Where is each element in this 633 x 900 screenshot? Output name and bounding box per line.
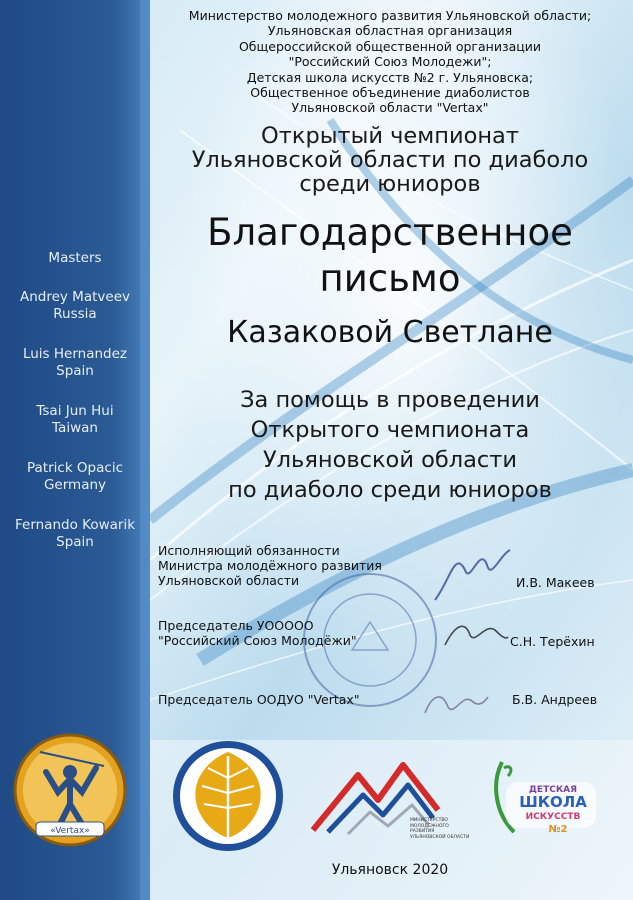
school-logo-line: ШКОЛА bbox=[519, 793, 587, 811]
championship-title bbox=[150, 124, 630, 196]
reason-line: по диаболо среди юниоров bbox=[228, 477, 552, 503]
signature-andreev-icon bbox=[420, 683, 490, 723]
master-name: Fernando Kowarik bbox=[14, 517, 136, 533]
master-country: Spain bbox=[56, 363, 94, 379]
master-item bbox=[0, 289, 150, 323]
school-logo-line: №2 bbox=[548, 824, 568, 835]
signature-terekhin-icon bbox=[440, 615, 510, 655]
school-logo-line: ИСКУССТВ bbox=[525, 812, 581, 822]
championship-line: Ульяновской области по диаболо bbox=[191, 147, 589, 173]
letter-title-line: письмо bbox=[319, 257, 461, 300]
signatory-andreev: Б.В. Андреев bbox=[512, 692, 598, 707]
role-line: Председатель ООДУО "Vertax" bbox=[158, 692, 360, 707]
organizer-line: "Российский Союз Молодежи"; bbox=[288, 54, 492, 70]
reason-line: Ульяновской области bbox=[262, 447, 518, 473]
organizer-line: Министерство молодежного развития Ульяновской области; bbox=[188, 8, 592, 23]
signatory-terekhin: С.Н. Терёхин bbox=[510, 634, 595, 649]
master-country: Germany bbox=[43, 477, 107, 493]
master-item bbox=[0, 517, 150, 551]
letter-title bbox=[150, 210, 630, 302]
master-item bbox=[0, 403, 150, 437]
role-line: Председатель УООООО bbox=[158, 618, 314, 633]
school-logo-line: ДЕТСКАЯ bbox=[528, 785, 578, 795]
recipient-name: Казаковой Светлане bbox=[227, 315, 553, 350]
master-name: Luis Hernandez bbox=[22, 346, 128, 362]
master-country: Russia bbox=[53, 306, 97, 322]
organizer-line: Ульяновская областная организация bbox=[267, 23, 513, 39]
city-year: Ульяновск 2020 bbox=[331, 862, 449, 878]
organizers-block bbox=[150, 8, 630, 116]
championship-line: среди юниоров bbox=[299, 171, 481, 197]
organizer-line: Ульяновской области "Vertax" bbox=[291, 100, 489, 116]
signature-role-vertax bbox=[158, 692, 360, 707]
role-line: "Российский Союз Молодёжи" bbox=[158, 633, 357, 648]
organizer-line: Детская школа искусств №2 г. Ульяновска; bbox=[246, 69, 534, 85]
role-line: Министра молодёжного развития bbox=[158, 558, 382, 573]
master-item bbox=[0, 460, 150, 494]
master-name: Tsai Jun Hui bbox=[36, 403, 114, 419]
vertax-logo-label: «Vertax» bbox=[50, 826, 90, 836]
award-reason bbox=[150, 385, 630, 505]
championship-line: Открытый чемпионат bbox=[261, 123, 519, 149]
signature-role-rsm bbox=[158, 618, 357, 648]
role-line: Исполняющий обязанности bbox=[158, 543, 340, 558]
master-name: Patrick Opacic bbox=[27, 460, 123, 476]
masters-list bbox=[0, 250, 150, 574]
masters-title: Masters bbox=[48, 250, 102, 266]
organizer-line: Общероссийской общественной организации bbox=[238, 38, 542, 54]
signatory-makeev: И.В. Макеев bbox=[516, 575, 595, 590]
signature-role-minister bbox=[158, 543, 382, 588]
master-name: Andrey Matveev bbox=[19, 289, 130, 305]
vertax-logo-icon bbox=[12, 732, 128, 848]
ministry-logo-caption: МИНИСТЕРСТВО МОЛОДЁЖНОГО РАЗВИТИЯ УЛЬЯНОВСКОЙ ОБЛАСТИ bbox=[410, 818, 470, 840]
master-country: Taiwan bbox=[52, 420, 98, 436]
reason-line: За помощь в проведении bbox=[240, 387, 540, 413]
reason-line: Открытого чемпионата bbox=[250, 417, 530, 443]
master-country: Spain bbox=[56, 534, 94, 550]
organizer-line: Общественное объединение диаболистов bbox=[250, 85, 530, 101]
aspen-leaf-logo-icon bbox=[170, 738, 286, 854]
master-item bbox=[0, 346, 150, 380]
art-school-logo-icon bbox=[488, 752, 608, 842]
signature-makeev-icon bbox=[425, 540, 515, 610]
letter-title-line: Благодарственное bbox=[207, 211, 573, 254]
role-line: Ульяновской области bbox=[158, 573, 300, 588]
